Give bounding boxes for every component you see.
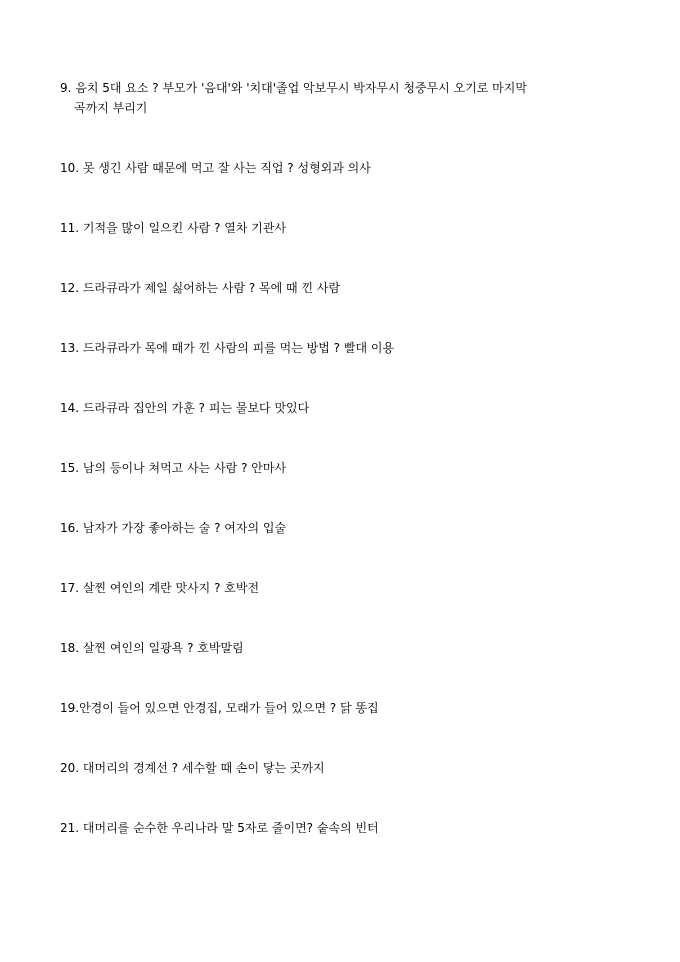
riddle-item-9 bbox=[60, 78, 660, 118]
riddle-item-20: 20. 대머리의 경계선 ? 세수할 때 손이 닿는 곳까지 bbox=[60, 761, 325, 775]
riddle-item-9-line2: 곡까지 부리기 bbox=[74, 101, 148, 115]
riddle-item-11: 11. 기적을 많이 일으킨 사람 ? 열차 기관사 bbox=[60, 221, 287, 235]
riddle-item-18: 18. 살찐 여인의 일광욕 ? 호박말림 bbox=[60, 641, 244, 655]
riddle-item-16: 16. 남자가 가장 좋아하는 술 ? 여자의 입술 bbox=[60, 521, 287, 535]
riddle-item-15: 15. 남의 등이나 쳐먹고 사는 사람 ? 안마사 bbox=[60, 461, 287, 475]
riddle-item-10: 10. 못 생긴 사람 때문에 먹고 잘 사는 직업 ? 성형외과 의사 bbox=[60, 161, 371, 175]
riddle-item-19: 19.안경이 들어 있으면 안경집, 모래가 들어 있으면 ? 닭 똥집 bbox=[60, 701, 379, 715]
riddle-item-17: 17. 살찐 여인의 계란 맛사지 ? 호박전 bbox=[60, 581, 260, 595]
riddle-item-21: 21. 대머리를 순수한 우리나라 말 5자로 줄이면? 숱속의 빈터 bbox=[60, 821, 379, 835]
riddle-item-14: 14. 드라큐라 집안의 가훈 ? 피는 물보다 맛있다 bbox=[60, 401, 310, 415]
riddle-item-13: 13. 드라큐라가 목에 때가 낀 사람의 피를 먹는 방법 ? 빨대 이용 bbox=[60, 341, 395, 355]
riddle-item-9-line1: 9. 음치 5대 요소 ? 부모가 '음대'와 '치대'졸업 악보무시 박자무시 청중무시 오기로 마지막 bbox=[60, 81, 527, 95]
riddle-item-12: 12. 드라큐라가 제일 싫어하는 사람 ? 목에 때 낀 사람 bbox=[60, 281, 341, 295]
